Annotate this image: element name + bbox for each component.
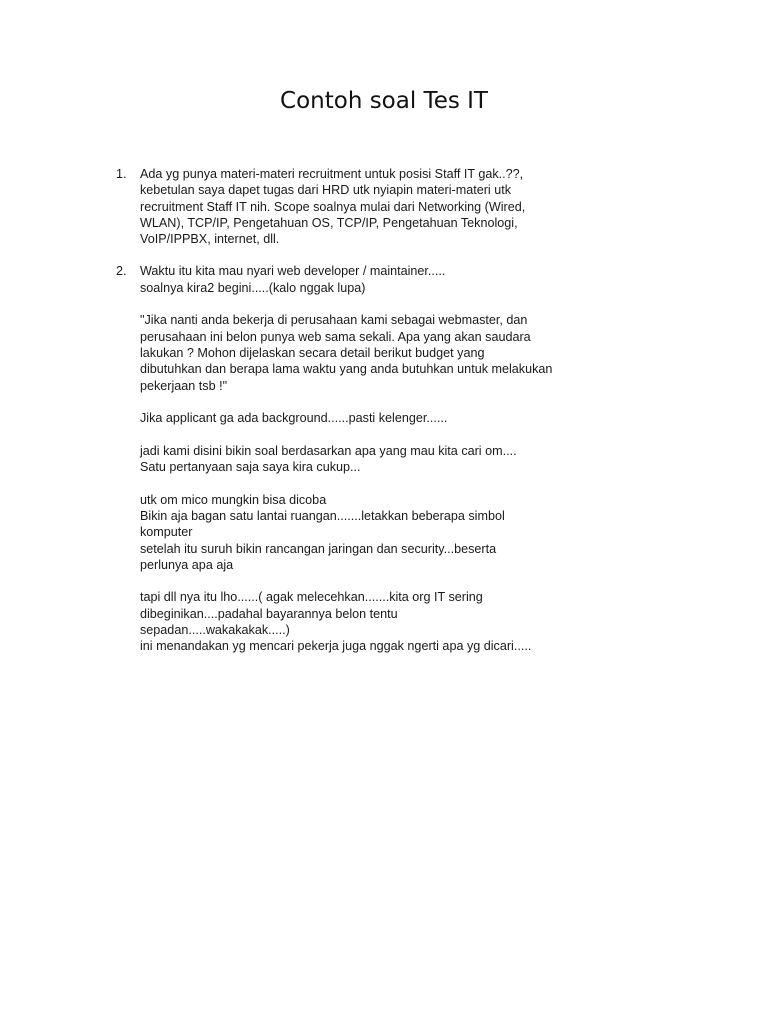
paragraph-gap: [140, 426, 556, 442]
text-line: dibeginikan....padahal bayarannya belon tentu: [140, 606, 398, 621]
text-line: perlunya apa aja: [140, 557, 234, 572]
paragraph-gap: [140, 475, 556, 491]
text-line: VoIP/IPPBX, internet, dll.: [140, 232, 280, 247]
text-line: Satu pertanyaan saja saya kira cukup...: [140, 460, 361, 475]
text-line: Ada yg punya materi-materi recruitment untuk posisi Staff IT gak..??,: [140, 167, 524, 181]
text-line: Waktu itu kita mau nyari web developer / maintainer.....: [140, 264, 446, 279]
text-line: sepadan.....wakakakak.....): [140, 623, 290, 638]
text-line: setelah itu suruh bikin rancangan jaringan dan security...beserta: [140, 541, 497, 556]
paragraph-gap: [140, 573, 556, 589]
text-line: Bikin aja bagan satu lantai ruangan.......letakkan beberapa simbol: [140, 508, 505, 523]
text-line: jadi kami disini bikin soal berdasarkan apa yang mau kita cari om....: [140, 443, 517, 458]
text-line: "Jika nanti anda bekerja di perusahaan kami sebagai webmaster, dan: [140, 313, 528, 328]
paragraph-gap: [140, 296, 556, 312]
paragraph-gap: [140, 394, 556, 410]
text-line: kebetulan saya dapet tugas dari HRD utk nyiapin materi-materi utk: [140, 183, 511, 198]
question-list: [116, 166, 556, 671]
text-line: perusahaan ini belon punya web sama sekali. Apa yang akan saudara: [140, 329, 531, 344]
text-line: utk om mico mungkin bisa dicoba: [140, 492, 327, 507]
text-line: recruitment Staff IT nih. Scope soalnya mulai dari Networking (Wired,: [140, 199, 526, 214]
list-item-number: 2.: [116, 264, 127, 279]
text-line: tapi dll nya itu lho......( agak melecehkan.......kita org IT sering: [140, 590, 483, 605]
text-line: soalnya kira2 begini.....(kalo nggak lupa): [140, 280, 366, 295]
text-line: ini menandakan yg mencari pekerja juga nggak ngerti apa yg dicari.....: [140, 639, 532, 654]
text-line: WLAN), TCP/IP, Pengetahuan OS, TCP/IP, Pengetahuan Teknologi,: [140, 215, 518, 230]
text-line: dibutuhkan dan berapa lama waktu yang anda butuhkan untuk melakukan: [140, 362, 553, 377]
text-line: lakukan ? Mohon dijelaskan secara detail berikut budget yang: [140, 345, 485, 360]
list-item-body: [140, 263, 556, 654]
text-line: Jika applicant ga ada background......pasti kelenger......: [140, 411, 448, 426]
list-item-1: [116, 166, 556, 247]
list-item-body: [140, 166, 556, 247]
document-title: Contoh soal Tes IT: [280, 88, 488, 114]
text-line: komputer: [140, 525, 193, 540]
list-item-number: 1.: [116, 167, 127, 181]
text-line: pekerjaan tsb !": [140, 378, 228, 393]
list-item-2: [116, 263, 556, 654]
